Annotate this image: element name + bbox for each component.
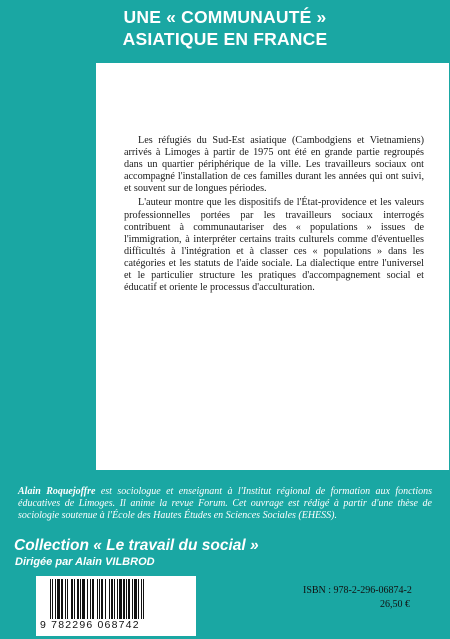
collection-block (14, 536, 444, 569)
collection-title: Collection « Le travail du social » (14, 537, 259, 554)
book-title-line-1: UNE « COMMUNAUTÉ » (123, 7, 327, 27)
barcode-bars-icon (50, 579, 182, 619)
book-title (0, 6, 450, 50)
book-title-line-2: ASIATIQUE EN FRANCE (122, 29, 328, 49)
collection-director: Dirigée par Alain VILBROD (15, 556, 155, 568)
summary-paragraph-1: Les réfugiés du Sud-Est asiatique (Cambodgiens et Vietnamiens) arrivés à Limoges à partir de 1975 ont été en grande partie regroupés dans un quartier périphérique de la ville. Les travailleurs sociaux ont accompagné l'installation de ces familles durant les années qui ont suivi, et souvent sur de longues périodes. (124, 135, 424, 195)
isbn: ISBN : 978-2-296-06874-2 (303, 585, 412, 596)
author-bio (18, 486, 432, 521)
author-name: Alain Roquejoffre (18, 486, 96, 497)
price: 26,50 € (380, 599, 410, 610)
barcode (36, 576, 196, 636)
author-bio-text: est sociologue et enseignant à l'Institut régional de formation aux fonctions éducatives de Limoges. Il anime la revue Forum. Cet ouvrage est rédigé à partir d'une thèse de sociologie soutenue à l'École des Hautes Études en Sciences Sociales (EHESS). (18, 486, 432, 521)
barcode-digits: 9 782296 068742 (40, 619, 140, 631)
summary-text (124, 135, 424, 294)
summary-paragraph-2: L'auteur montre que les dispositifs de l'État-providence et les valeurs professionnelles portées par les travailleurs sociaux interrogés contribuent à communautariser des « populations » issues de l'immigration, à interpréter certains traits culturels comme d'éventuelles difficultés à l'intégration et à classer ces « populations » dans les catégories et les statuts de l'aide sociale. La dialectique entre l'universel et le particulier structure les pratiques d'accompagnement social et éducatif et oriente le processus d'acculturation. (124, 197, 424, 294)
